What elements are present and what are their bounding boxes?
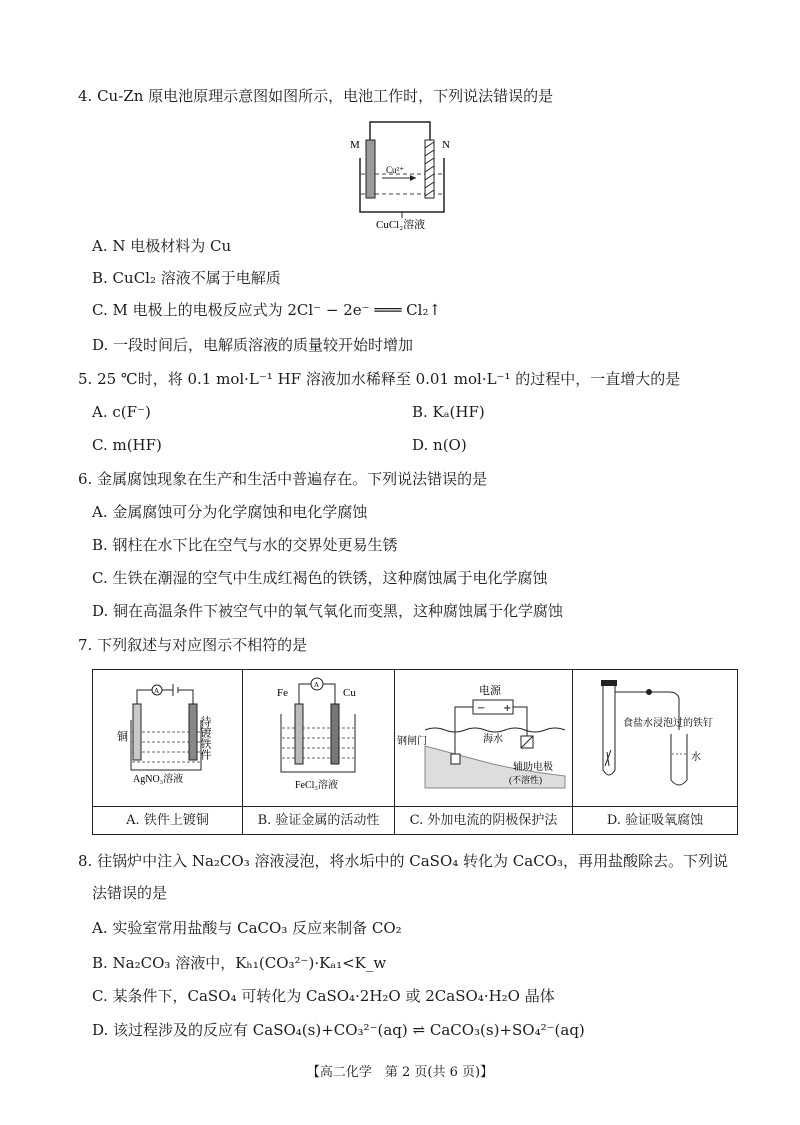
label-seawater: 海水	[483, 734, 503, 745]
question-5-option-a: A. c(F⁻)	[92, 403, 151, 421]
label-agno3: AgNO₃溶液	[133, 774, 184, 785]
svg-text:A: A	[154, 687, 160, 695]
question-6-stem: 6. 金属腐蚀现象在生产和生活中普遍存在。下列说法错误的是	[78, 470, 488, 488]
figure-a-cell	[93, 670, 243, 834]
figure-b-cell	[243, 670, 395, 834]
question-6-option-c: C. 生铁在潮湿的空气中生成红褐色的铁锈，这种腐蚀属于电化学腐蚀	[92, 569, 548, 587]
question-8-option-c: C. 某条件下，CaSO₄ 可转化为 CaSO₄·2H₂O 或 2CaSO₄·H₂O 晶体	[92, 987, 555, 1005]
label-m: M	[350, 139, 360, 151]
svg-text:Fe: Fe	[277, 687, 288, 699]
question-8-option-d: D. 该过程涉及的反应有 CaSO₄(s)+CO₃²⁻(aq) ⇌ CaCO₃(s)+SO₄²⁻(aq)	[92, 1021, 585, 1039]
label-iron-part: 待镀铁件	[199, 716, 211, 760]
svg-text:Cu: Cu	[343, 687, 356, 699]
svg-text:+: +	[503, 703, 512, 714]
figure-c-cathodic-protection	[395, 670, 573, 806]
svg-text:A: A	[314, 681, 320, 689]
figure-a-electroplating	[93, 670, 243, 806]
label-fecl3: FeCl₃溶液	[295, 780, 338, 791]
figure-b-caption: B. 验证金属的活动性	[243, 806, 394, 834]
page-footer: 【高二化学 第 2 页(共 6 页)】	[306, 1065, 494, 1080]
svg-text:−: −	[477, 703, 486, 714]
figure-c-cell	[395, 670, 573, 834]
label-gate: 钢闸门	[397, 736, 427, 747]
question-4-option-a: A. N 电极材料为 Cu	[92, 237, 232, 255]
label-water: 水	[691, 752, 701, 763]
label-aux-electrode: 辅助电极	[513, 762, 553, 773]
question-5-option-d: D. n(O)	[412, 436, 467, 454]
figure-d-oxygen-corrosion	[573, 670, 737, 806]
question-6-option-b: B. 钢柱在水下比在空气与水的交界处更易生锈	[92, 536, 398, 554]
label-solution: CuCl₂溶液	[376, 219, 426, 230]
question-4-option-c: C. M 电极上的电极反应式为 2Cl⁻ − 2e⁻ ═══ Cl₂↑	[92, 301, 442, 319]
cu-zn-cell-diagram	[346, 118, 458, 230]
question-8-option-b: B. Na₂CO₃ 溶液中，Kₕ₁(CO₃²⁻)·Kₐ₁<K_w	[92, 954, 387, 972]
figure-b-activity	[243, 670, 395, 806]
figure-d-cell	[573, 670, 737, 834]
label-copper: 铜	[117, 731, 128, 743]
figure-c-caption: C. 外加电流的阴极保护法	[395, 806, 572, 834]
question-8-stem-line-2: 法错误的是	[92, 884, 168, 902]
question-6-option-d: D. 铜在高温条件下被空气中的氧气氧化而变黑，这种腐蚀属于化学腐蚀	[92, 602, 564, 620]
question-4-option-b: B. CuCl₂ 溶液不属于电解质	[92, 269, 281, 287]
label-salt-nail: 食盐水浸泡过的铁钉	[623, 718, 713, 729]
question-5-option-c: C. m(HF)	[92, 436, 162, 454]
question-8-stem-line-1: 8. 往锅炉中注入 Na₂CO₃ 溶液浸泡，将水垢中的 CaSO₄ 转化为 CaCO₃，再用盐酸除去。下列说	[78, 852, 729, 870]
question-6-option-a: A. 金属腐蚀可分为化学腐蚀和电化学腐蚀	[92, 503, 368, 521]
question-5-option-b: B. Kₐ(HF)	[412, 403, 485, 421]
question-4-option-d: D. 一段时间后，电解质溶液的质量较开始时增加	[92, 336, 414, 354]
electrode-m	[366, 140, 375, 198]
label-n: N	[442, 139, 450, 151]
figure-a-caption: A. 铁件上镀铜	[93, 806, 242, 834]
label-insoluble: (不溶性)	[509, 775, 542, 785]
question-5-stem: 5. 25 ℃时，将 0.1 mol·L⁻¹ HF 溶液加水稀释至 0.01 mol·L⁻¹ 的过程中，一直增大的是	[78, 370, 681, 388]
question-4-stem: 4. Cu-Zn 原电池原理示意图如图所示，电池工作时，下列说法错误的是	[78, 87, 554, 105]
question-8-option-a: A. 实验室常用盐酸与 CaCO₃ 反应来制备 CO₂	[92, 919, 402, 937]
label-ion: Cu²⁺	[386, 165, 404, 175]
question-7-stem: 7. 下列叙述与对应图示不相符的是	[78, 636, 308, 654]
svg-text:电源: 电源	[479, 685, 501, 697]
question-7-figure-table	[92, 669, 738, 835]
figure-d-caption: D. 验证吸氧腐蚀	[573, 806, 737, 834]
